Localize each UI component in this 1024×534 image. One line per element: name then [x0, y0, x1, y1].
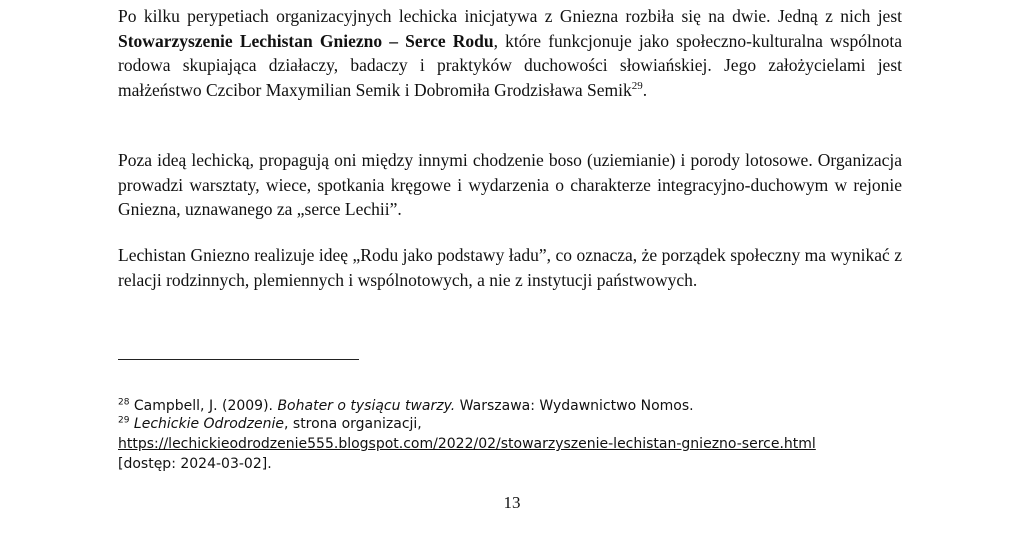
organization-name-bold: Stowarzyszenie Lechistan Gniezno – Serce Rodu [118, 30, 494, 51]
paragraph-1-text-end: , które funkcjonuje jako społeczno-kulturalna wspólnota rodowa skupiająca działaczy, badaczy i praktyków duchowości słowiańskiej. Jego założycielami jest małżeństwo Czcibor Maxymilian Semik i Dobromiła Grodzisława Semik [118, 30, 902, 100]
footnote-28-author: Campbell, J. (2009). [129, 398, 278, 414]
paragraph-1 [118, 4, 902, 102]
footnote-28-publisher: Warszawa: Wydawnictwo Nomos. [455, 398, 694, 414]
paragraph-2: Poza ideą lechicką, propagują oni między innymi chodzenie boso (uziemianie) i porody lotosowe. Organizacja prowadzi warsztaty, wiece, spotkania kręgowe i wydarzenia o charakterze integracyjno-duchowym w rejonie Gniezna, uznawanego za „serce Lechii”. [118, 150, 902, 219]
footnote-29-line-2 [118, 434, 918, 454]
footnote-29-desc: , strona organizacji, [284, 416, 422, 432]
footnote-ref-29[interactable]: 29 [631, 79, 643, 92]
paragraph-1-period: . [642, 79, 648, 100]
footnote-29-link[interactable]: https://lechickieodrodzenie555.blogspot.com/2022/02/stowarzyszenie-lechistan-gniezno-serce.html [118, 436, 816, 452]
footnote-29 [118, 414, 918, 474]
paragraph-1-text-start: Po kilku perypetiach organizacyjnych lechicka inicjatywa z Gniezna rozbiła się na dwie. Jedną z nich jest [118, 6, 902, 26]
footnote-29-number: 29 [118, 415, 130, 426]
footnote-28 [118, 396, 918, 416]
footnote-29-line-1 [118, 414, 918, 434]
footnote-28-number: 28 [118, 397, 130, 408]
footnote-separator [118, 359, 359, 360]
footnote-29-title: Lechickie Odrodzenie [133, 416, 284, 432]
footnote-29-access-date: [dostęp: 2024-03-02]. [118, 456, 272, 472]
footnote-28-title: Bohater o tysiącu twarzy. [277, 398, 456, 414]
page-number: 13 [503, 493, 521, 512]
paragraph-3: Lechistan Gniezno realizuje ideę „Rodu jako podstawy ładu”, co oznacza, że porządek społeczny ma wynikać z relacji rodzinnych, plemiennych i wspólnotowych, a nie z instytucji państwowych. [118, 245, 902, 290]
